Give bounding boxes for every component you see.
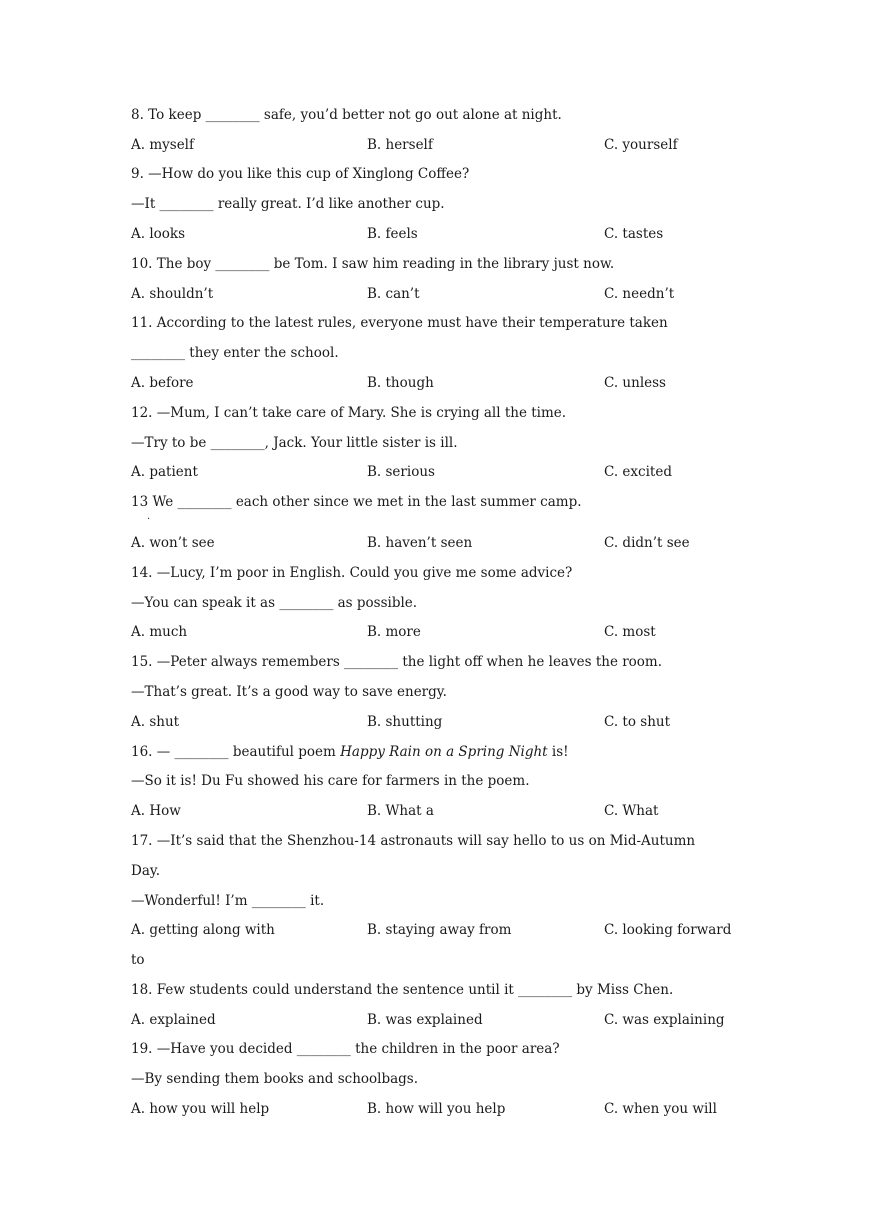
q9-option-b: B. feels: [367, 226, 418, 242]
q11-option-c: C. unless: [604, 375, 666, 391]
q16-stem-suffix: is!: [547, 744, 569, 760]
question-8-options: [131, 136, 751, 154]
question-17-stem-line-1: 17. —It’s said that the Shenzhou-14 astronauts will say hello to us on Mid-Autumn: [131, 833, 696, 849]
question-17-stem-line-2: —Wonderful! I’m ________ it.: [131, 893, 325, 909]
poem-title: Happy Rain on a Spring Night: [340, 744, 548, 760]
q15-option-b: B. shutting: [367, 714, 443, 730]
q13-option-c: C. didn’t see: [604, 535, 690, 551]
question-16-stem-line-1: [131, 743, 751, 761]
q11-option-b: B. though: [367, 375, 434, 391]
question-16-options: [131, 802, 751, 820]
q16-option-c: C. What: [604, 803, 659, 819]
q17-option-a: A. getting along with: [131, 922, 275, 938]
q17-option-c-wrap: to: [131, 952, 145, 968]
q15-option-a: A. shut: [131, 714, 180, 730]
question-9-stem-line-2: —It ________ really great. I’d like another cup.: [131, 196, 445, 212]
question-15-stem-line-2: —That’s great. It’s a good way to save energy.: [131, 684, 447, 700]
q17-option-b: B. staying away from: [367, 922, 512, 938]
q18-option-b: B. was explained: [367, 1012, 483, 1028]
q12-option-a: A. patient: [131, 464, 198, 480]
question-9-options: [131, 225, 751, 243]
q19-option-b: B. how will you help: [367, 1101, 506, 1117]
question-15-stem-line-1: 15. —Peter always remembers ________ the light off when he leaves the room.: [131, 654, 663, 670]
q19-option-c: C. when you will: [604, 1101, 717, 1117]
question-10-stem: 10. The boy ________ be Tom. I saw him reading in the library just now.: [131, 256, 615, 272]
q13-option-a: A. won’t see: [131, 535, 215, 551]
question-9-stem-line-1: 9. —How do you like this cup of Xinglong Coffee?: [131, 166, 470, 182]
question-11-stem-line-1: 11. According to the latest rules, everyone must have their temperature taken: [131, 315, 668, 331]
question-12-stem-line-2: —Try to be ________, Jack. Your little sister is ill.: [131, 435, 458, 451]
question-8-stem: 8. To keep ________ safe, you’d better not go out alone at night.: [131, 107, 562, 123]
q17-option-c: C. looking forward: [604, 922, 732, 938]
q16-option-b: B. What a: [367, 803, 434, 819]
q9-option-c: C. tastes: [604, 226, 664, 242]
q8-option-a: A. myself: [131, 137, 194, 153]
q12-option-c: C. excited: [604, 464, 672, 480]
question-14-options: [131, 623, 751, 641]
q19-option-a: A. how you will help: [131, 1101, 270, 1117]
question-17-options: [131, 921, 751, 939]
question-18-stem: 18. Few students could understand the sentence until it ________ by Miss Chen.: [131, 982, 674, 998]
question-19-stem-line-2: —By sending them books and schoolbags.: [131, 1071, 419, 1087]
stray-dot-mark: .: [147, 511, 151, 522]
q9-option-a: A. looks: [131, 226, 186, 242]
q14-option-a: A. much: [131, 624, 188, 640]
question-18-options: [131, 1011, 751, 1029]
question-13-stem: 13 We ________ each other since we met in the last summer camp.: [131, 494, 582, 510]
question-19-options: [131, 1100, 751, 1118]
q10-option-b: B. can’t: [367, 286, 420, 302]
question-11-options: [131, 374, 751, 392]
q16-stem-prefix: 16. — ________ beautiful poem: [131, 744, 341, 760]
q8-option-c: C. yourself: [604, 137, 678, 153]
q10-option-a: A. shouldn’t: [131, 286, 214, 302]
q14-option-b: B. more: [367, 624, 421, 640]
question-14-stem-line-1: 14. —Lucy, I’m poor in English. Could you give me some advice?: [131, 565, 573, 581]
question-14-stem-line-2: —You can speak it as ________ as possible.: [131, 595, 418, 611]
question-16-stem-line-2: —So it is! Du Fu showed his care for farmers in the poem.: [131, 773, 530, 789]
q12-option-b: B. serious: [367, 464, 435, 480]
question-12-options: [131, 463, 751, 481]
q8-option-b: B. herself: [367, 137, 433, 153]
q13-option-b: B. haven’t seen: [367, 535, 473, 551]
q10-option-c: C. needn’t: [604, 286, 675, 302]
question-17-stem-wrap: Day.: [131, 863, 160, 879]
q11-option-a: A. before: [131, 375, 194, 391]
question-19-stem-line-1: 19. —Have you decided ________ the children in the poor area?: [131, 1041, 560, 1057]
question-13-options: [131, 534, 751, 552]
q16-option-a: A. How: [131, 803, 181, 819]
q15-option-c: C. to shut: [604, 714, 671, 730]
question-15-options: [131, 713, 751, 731]
question-11-stem-line-2: ________ they enter the school.: [131, 345, 339, 361]
q18-option-c: C. was explaining: [604, 1012, 725, 1028]
q18-option-a: A. explained: [131, 1012, 216, 1028]
question-10-options: [131, 285, 751, 303]
q14-option-c: C. most: [604, 624, 656, 640]
question-12-stem-line-1: 12. —Mum, I can’t take care of Mary. She is crying all the time.: [131, 405, 567, 421]
